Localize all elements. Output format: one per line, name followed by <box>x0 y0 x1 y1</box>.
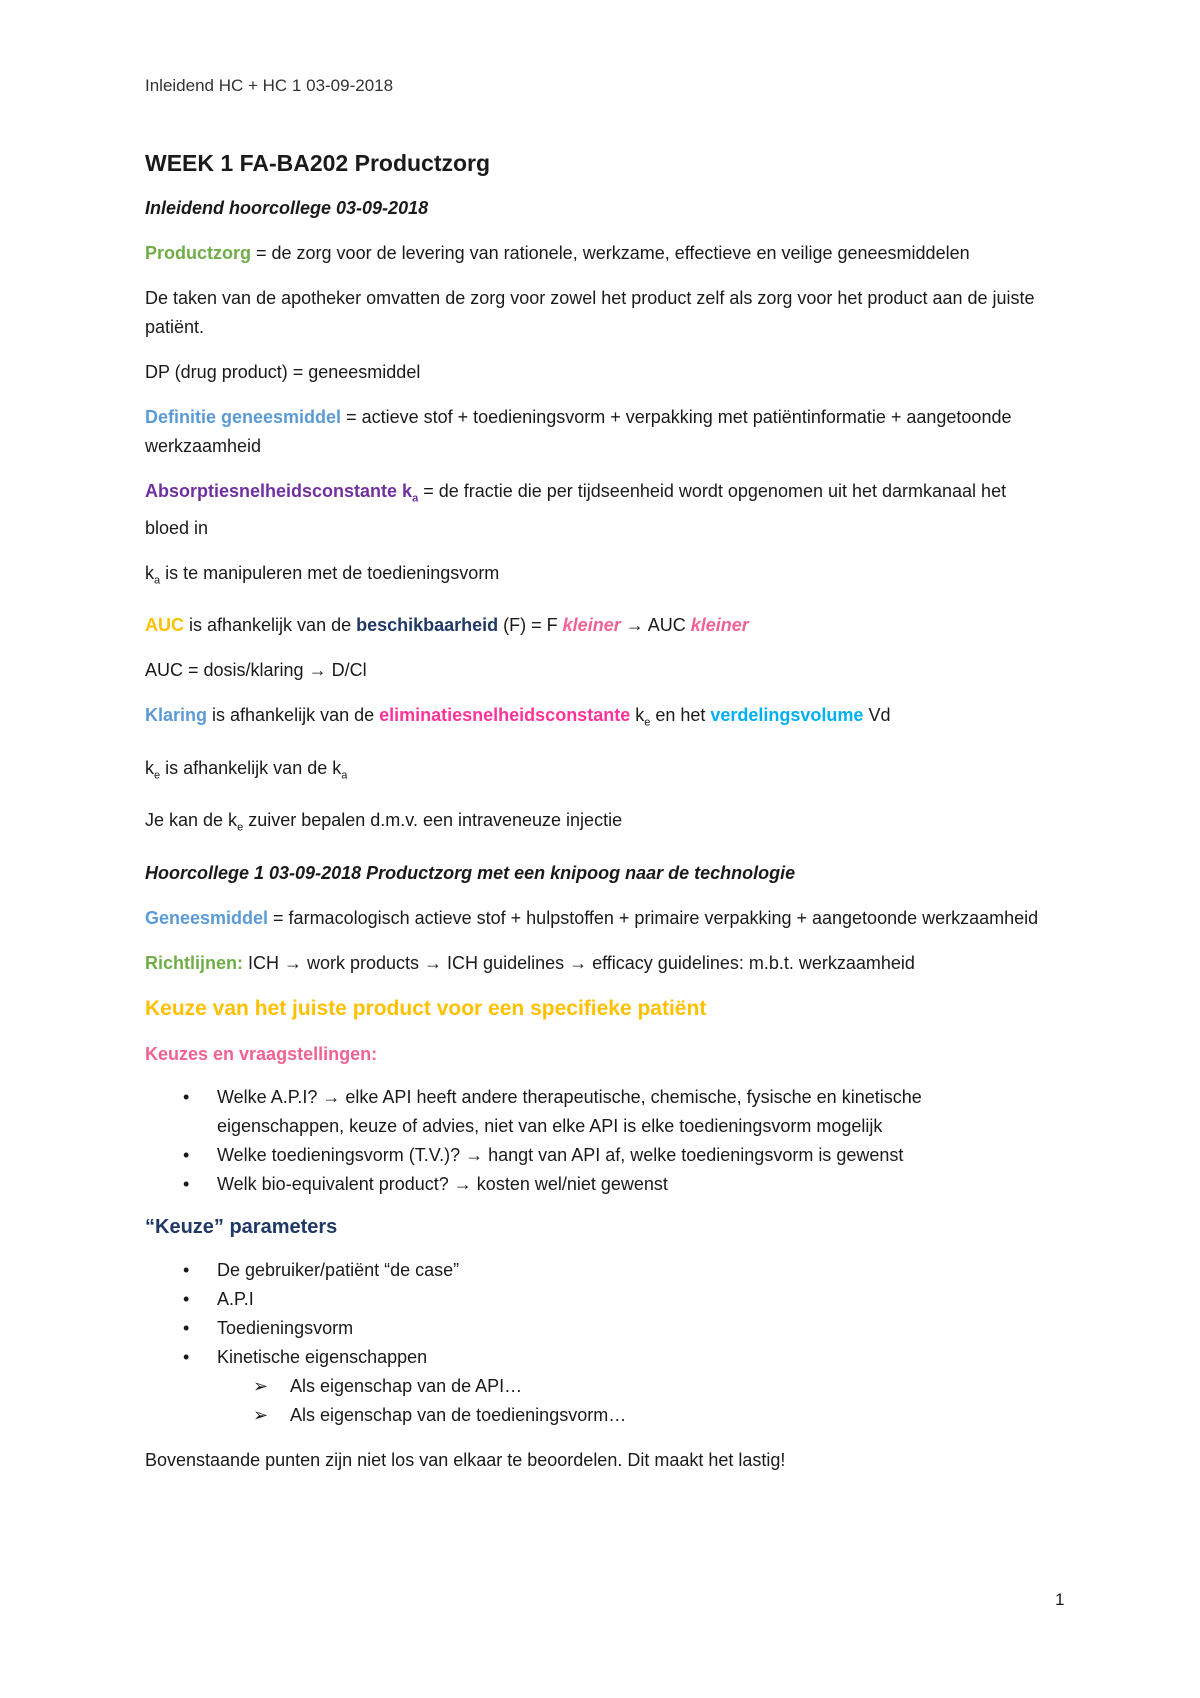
paragraph-geneesmiddel <box>145 904 1050 933</box>
bullet-icon: • <box>183 1259 190 1280</box>
paragraph-ke: $k_e$ is afhankelijk van de $k_a$ <box>145 757 348 782</box>
bullet-icon: • <box>183 1288 190 1309</box>
paragraph-definitie <box>145 403 1050 461</box>
paragraph-absorptie <box>145 477 1050 543</box>
term-eliminatiesnelheidsconstante: eliminatiesnelheidsconstante <box>379 705 631 726</box>
section-subtitle-hoorcollege: Hoorcollege 1 03-09-2018 Productzorg met een knipoog naar de technologie <box>145 862 796 883</box>
bullet-icon: • <box>183 1346 190 1367</box>
bullet-icon: • <box>183 1173 190 1194</box>
section-subtitle-inleidend: Inleidend hoorcollege 03-09-2018 <box>145 198 429 218</box>
term-kleiner: kleiner <box>690 615 749 636</box>
term-kleiner: kleiner <box>562 615 621 636</box>
paragraph-auc: AUC is afhankelijk van de beschikbaarheid (F) = F kleiner → AUC kleiner <box>145 615 749 636</box>
list-item: • Welk bio-equivalent product? → kosten wel/niet gewenst <box>145 1170 1050 1199</box>
paragraph-ka: $k_a$ is te manipuleren met de toedieningsvorm <box>145 562 500 587</box>
list-item: ➢ Als eigenschap van de API… <box>145 1372 1050 1401</box>
heading-keuzes-vraagstellingen: Keuzes en vraagstellingen: <box>145 1043 378 1064</box>
heading-keuze-parameters: “Keuze” parameters <box>145 1215 338 1238</box>
paragraph-closing: Bovenstaande punten zijn niet los van elkaar te beoordelen. Dit maakt het lastig! <box>145 1449 786 1470</box>
document-title: WEEK 1 FA-BA202 Productzorg <box>145 150 491 176</box>
arrow-bullet-icon: ➢ <box>253 1404 269 1425</box>
bullet-list-keuzes <box>145 1083 1050 1199</box>
paragraph-dp: DP (drug product) = geneesmiddel <box>145 362 421 382</box>
list-item: • Welke A.P.I? → elke API heeft andere therapeutische, chemische, fysische en kinetische eigenschappen, keuze of advies, niet van elke API is elke toedieningsvorm mogelijk <box>145 1083 1050 1141</box>
term-definitie-geneesmiddel: Definitie geneesmiddel <box>145 407 342 427</box>
definition-text: = de fractie die per tijdseenheid wordt opgenomen uit het darmkanaal het bloed in <box>145 481 1007 538</box>
bullet-icon: • <box>183 1144 190 1165</box>
term-klaring: Klaring <box>145 705 208 726</box>
list-item: • Toedieningsvorm <box>145 1314 1050 1343</box>
bullet-icon: • <box>183 1317 190 1338</box>
paragraph-taken: De taken van de apotheker omvatten de zorg voor zowel het product zelf als zorg voor het product aan de juiste patiënt. <box>145 288 1035 337</box>
bullet-list-parameters <box>145 1256 1050 1372</box>
bullet-icon: • <box>183 1086 190 1107</box>
document-body <box>145 148 1050 1491</box>
term-productzorg: Productzorg <box>145 243 251 263</box>
list-item: ➢ Als eigenschap van de toedieningsvorm… <box>145 1401 1050 1430</box>
arrow-bullet-icon: ➢ <box>253 1375 269 1396</box>
term-verdelingsvolume: verdelingsvolume <box>710 705 864 726</box>
heading-keuze-product: Keuze van het juiste product voor een specifieke patiënt <box>145 996 707 1020</box>
term-beschikbaarheid: beschikbaarheid <box>356 615 499 636</box>
paragraph-auc-formula: AUC = dosis/klaring → D/Cl <box>145 660 367 681</box>
paragraph-klaring: Klaring is afhankelijk van de eliminatiesnelheidsconstante $k_e$ en het verdelingsvolume Vd <box>145 705 891 729</box>
term-absorptie: Absorptiesnelheidsconstante $k_a$ <box>145 481 419 505</box>
paragraph-richtlijnen: Richtlijnen: ICH → work products → ICH guidelines → efficacy guidelines: m.b.t. werkzaamheid <box>145 952 915 973</box>
list-item: • Welke toedieningsvorm (T.V.)? → hangt van API af, welke toedieningsvorm is gewenst <box>145 1141 1050 1170</box>
paragraph-je: Je kan de $k_e$ zuiver bepalen d.m.v. een intraveneuze injectie <box>145 810 623 834</box>
sub-bullet-list <box>145 1372 1050 1430</box>
page-number: 1 <box>1055 1590 1065 1609</box>
list-item: • A.P.I <box>145 1285 1050 1314</box>
list-item: • Kinetische eigenschappen <box>145 1343 1050 1372</box>
page-header: Inleidend HC + HC 1 03-09-2018 <box>145 76 394 95</box>
definition-text: = actieve stof + toedieningsvorm + verpakking met patiëntinformatie + aangetoonde werkzaamheid <box>145 407 1012 456</box>
term-geneesmiddel: Geneesmiddel <box>145 907 269 928</box>
term-auc: AUC <box>145 615 184 636</box>
definition-text: = farmacologisch actieve stof + hulpstoffen + primaire verpakking + aangetoonde werkzaamheid <box>268 907 1039 928</box>
term-richtlijnen: Richtlijnen: <box>145 952 243 973</box>
list-item: • De gebruiker/patiënt “de case” <box>145 1256 1050 1285</box>
paragraph-productzorg <box>145 239 1050 268</box>
definition-text: = de zorg voor de levering van rationele, werkzame, effectieve en veilige geneesmiddelen <box>251 243 970 263</box>
